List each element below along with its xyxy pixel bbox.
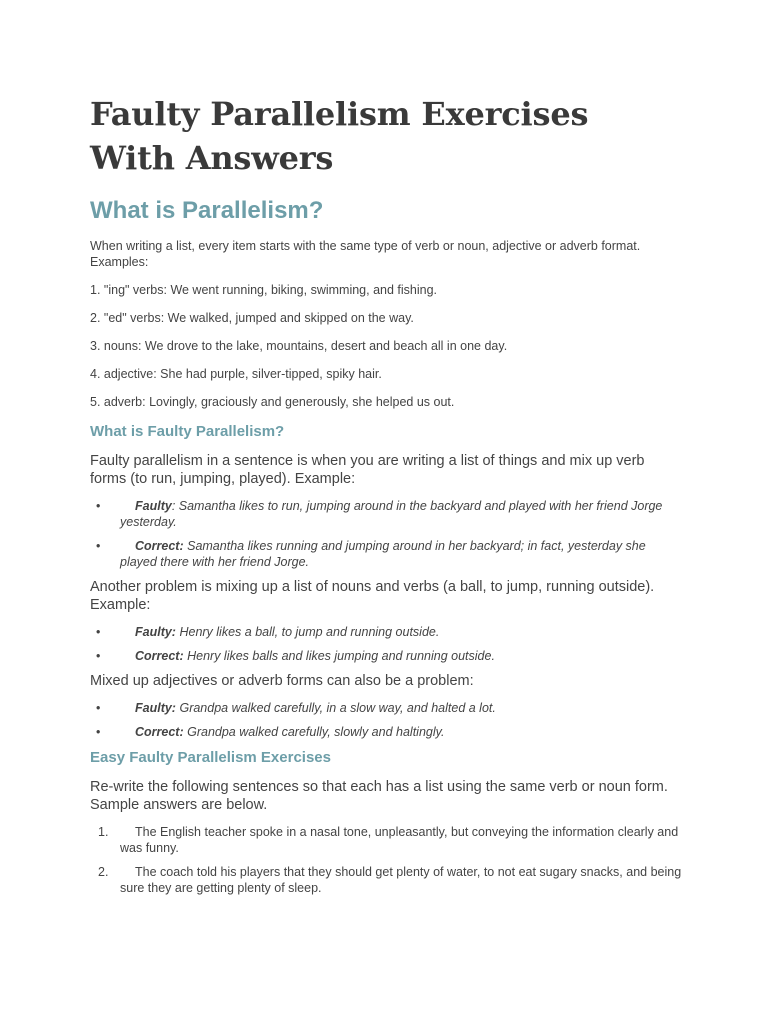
heading-what-is-faulty-parallelism: What is Faulty Parallelism?	[90, 423, 285, 440]
list-item	[90, 624, 682, 640]
list-item	[90, 864, 682, 896]
bullet-icon: •	[96, 625, 101, 639]
bullet-icon: •	[96, 539, 101, 553]
example-text: Henry likes balls and likes jumping and running outside.	[187, 649, 495, 663]
list-item	[90, 538, 682, 570]
example-line: 3. nouns: We drove to the lake, mountains, desert and beach all in one day.	[90, 339, 508, 353]
item-number: 2.	[98, 865, 109, 879]
example-list	[90, 700, 682, 740]
list-item	[90, 700, 682, 716]
example-line: 5. adverb: Lovingly, graciously and generously, she helped us out.	[90, 395, 455, 409]
list-item	[90, 648, 682, 664]
example-line: 4. adjective: She had purple, silver-tipped, spiky hair.	[90, 367, 382, 381]
heading-easy-exercises: Easy Faulty Parallelism Exercises	[90, 749, 331, 766]
label-correct: Correct:	[135, 539, 184, 553]
example-text: Samantha likes to run, jumping around in the backyard and played with her friend Jorge yesterday.	[120, 499, 663, 529]
label-faulty: Faulty:	[135, 701, 176, 715]
label-correct: Correct:	[135, 649, 184, 663]
bullet-icon: •	[96, 649, 101, 663]
document-page	[90, 92, 682, 904]
label-correct: Correct:	[135, 725, 184, 739]
bullet-icon: •	[96, 499, 101, 513]
paragraph: Re-write the following sentences so that each has a list using the same verb or noun form. Sample answers are below.	[90, 779, 668, 813]
example-list	[90, 498, 682, 570]
intro-paragraph: When writing a list, every item starts with the same type of verb or noun, adjective or adverb format. Examples:	[90, 239, 641, 269]
example-text: Samantha likes running and jumping around in her backyard; in fact, yesterday she played there with her friend Jorge.	[120, 539, 646, 569]
example-list	[90, 624, 682, 664]
paragraph: Mixed up adjectives or adverb forms can also be a problem:	[90, 673, 474, 689]
list-item	[90, 824, 682, 856]
bullet-icon: •	[96, 725, 101, 739]
list-item: • Faulty: Samantha likes to run, jumping around in the backyard and played with her friend Jorge yesterday.	[96, 499, 663, 529]
paragraph: Faulty parallelism in a sentence is when you are writing a list of things and mix up verb forms (to run, jumping, played). Example:	[90, 453, 645, 487]
example-line: 1. "ing" verbs: We went running, biking, swimming, and fishing.	[90, 283, 438, 297]
example-text: Grandpa walked carefully, slowly and haltingly.	[187, 725, 445, 739]
example-line: 2. "ed" verbs: We walked, jumped and skipped on the way.	[90, 311, 414, 325]
bullet-icon: •	[96, 701, 101, 715]
exercise-text: The English teacher spoke in a nasal tone, unpleasantly, but conveying the information clearly and was funny.	[120, 825, 679, 855]
item-number: 1.	[98, 825, 109, 839]
exercise-text: The coach told his players that they should get plenty of water, to not eat sugary snacks, and being sure they are getting plenty of sleep.	[120, 865, 682, 895]
document-title: Faulty Parallelism Exercises With Answers	[90, 95, 589, 177]
example-text: Henry likes a ball, to jump and running outside.	[179, 625, 440, 639]
paragraph: Another problem is mixing up a list of nouns and verbs (a ball, to jump, running outside). Example:	[90, 579, 655, 613]
list-item	[90, 724, 682, 740]
heading-what-is-parallelism: What is Parallelism?	[90, 197, 324, 224]
example-text: Grandpa walked carefully, in a slow way, and halted a lot.	[179, 701, 496, 715]
label-faulty: Faulty:	[135, 625, 176, 639]
exercise-list	[90, 824, 682, 896]
label-faulty: Faulty	[135, 499, 172, 513]
